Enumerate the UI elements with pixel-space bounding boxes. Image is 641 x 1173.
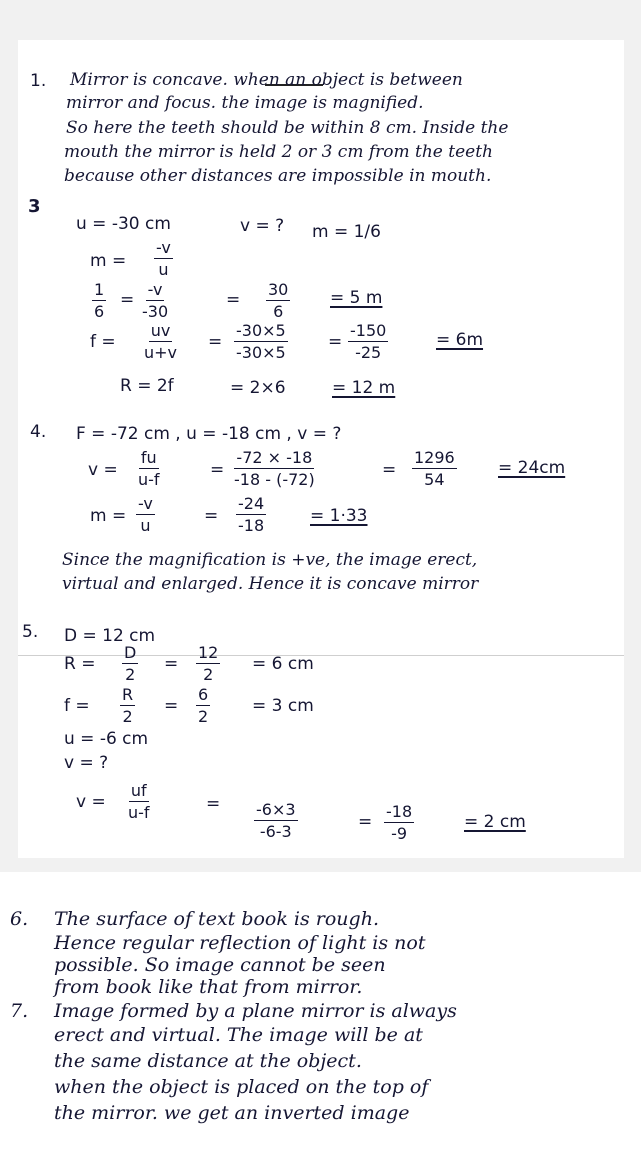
notebook-page-2 xyxy=(0,872,641,1173)
q5-v-lhs: v = xyxy=(76,792,106,812)
q3-step1-frac1: $\frac{-v}{-30}$ xyxy=(142,280,169,321)
q4-number: 4. xyxy=(30,422,47,442)
q5-r-lhs: R = xyxy=(64,654,96,674)
q7-line-4: when the object is placed on the top of xyxy=(54,1076,429,1098)
q4-m-result: = 1·33 xyxy=(310,506,368,526)
q4-m-frac2: $\frac{-24}{-18}$ xyxy=(238,494,265,535)
q3-step1-eq: = xyxy=(120,290,135,310)
q4-v-eq2: = xyxy=(382,460,397,480)
q4-v-frac2: $\frac{-72 \times -18}{-18 - (-72)}$ xyxy=(234,448,315,489)
q5-v-frac2: $\frac{-6\times 3}{-6-3}$ xyxy=(256,800,296,841)
q5-v-frac3: $\frac{-18}{-9}$ xyxy=(386,802,413,843)
q3-step1-lhs: $\frac{1}{6}$ xyxy=(94,280,105,321)
q3-f-result: = 6m xyxy=(436,330,484,350)
top-margin xyxy=(0,0,641,40)
q4-m-lhs: m = xyxy=(90,506,127,526)
q3-step1-result: = 5 m xyxy=(330,288,383,308)
q3-number: 3 xyxy=(28,196,41,217)
q5-v-eq2: = xyxy=(358,812,373,832)
q5-r-eq: = xyxy=(164,654,179,674)
q4-m-eq1: = xyxy=(204,506,219,526)
q5-d-line: D = 12 cm xyxy=(64,626,156,646)
q3-f-frac2: $\frac{-30\times 5}{-30\times 5}$ xyxy=(236,321,286,362)
q4-conclusion-1: Since the magnification is +ve, the image erect, xyxy=(62,550,478,570)
q3-given-u: u = -30 cm xyxy=(76,214,171,234)
q6-line-1: The surface of text book is rough. xyxy=(54,908,379,930)
q1-line-2: mirror and focus. the image is magnified. xyxy=(66,93,424,113)
q5-f-frac1: $\frac{R}{2}$ xyxy=(122,685,134,726)
q7-line-5: the mirror. we get an inverted image xyxy=(54,1102,410,1124)
q7-line-1: Image formed by a plane mirror is always xyxy=(54,1000,457,1022)
q1-line-5: because other distances are impossible in mouth. xyxy=(64,166,492,186)
q7-line-2: erect and virtual. The image will be at xyxy=(54,1024,423,1046)
q4-v-eq1: = xyxy=(210,460,225,480)
q7-line-3: the same distance at the object. xyxy=(54,1050,362,1072)
q1-line-4: mouth the mirror is held 2 or 3 cm from the teeth xyxy=(64,142,494,162)
q4-conclusion-2: virtual and enlarged. Hence it is concave mirror xyxy=(62,574,479,594)
q4-v-lhs: v = xyxy=(88,460,118,480)
q3-step1-eq2: = xyxy=(226,290,241,310)
q6-line-2: Hence regular reflection of light is not xyxy=(54,932,426,954)
q6-line-4: from book like that from mirror. xyxy=(54,976,363,998)
q1-line-1: Mirror is concave. when an object is between xyxy=(70,70,463,90)
q6-line-3: possible. So image cannot be seen xyxy=(54,954,386,976)
q3-m-lhs: m = xyxy=(90,251,127,271)
q5-v-line: v = ? xyxy=(64,753,109,773)
q4-given: F = -72 cm , u = -18 cm , v = ? xyxy=(76,424,342,444)
q1-number: 1. xyxy=(30,71,47,91)
q3-f-frac3: $\frac{-150}{-25}$ xyxy=(350,321,387,362)
q5-f-result: = 3 cm xyxy=(252,696,314,716)
q3-r-mid: = 2×6 xyxy=(230,378,286,398)
q5-v-eq1: = xyxy=(206,794,221,814)
q1-line-3: So here the teeth should be within 8 cm. Inside the xyxy=(66,118,509,138)
q4-v-result: = 24cm xyxy=(498,458,566,478)
q3-step1-frac2: $\frac{30}{6}$ xyxy=(268,280,289,321)
q5-r-frac2: $\frac{12}{2}$ xyxy=(198,643,219,684)
q3-given-v: v = ? xyxy=(240,216,285,236)
q3-r-lhs: R = 2f xyxy=(120,376,174,396)
q3-f-eq2: = xyxy=(328,332,343,352)
q5-u-line: u = -6 cm xyxy=(64,729,149,749)
q6-number: 6. xyxy=(10,908,29,930)
q4-m-frac1: $\frac{-v}{u}$ xyxy=(138,494,153,535)
q5-v-frac1: $\frac{uf}{u-f}$ xyxy=(128,781,150,822)
q5-f-frac2: $\frac{6}{2}$ xyxy=(198,685,209,726)
q4-v-frac3: $\frac{1296}{54}$ xyxy=(414,448,455,489)
notebook-page-1 xyxy=(18,40,624,858)
q5-number: 5. xyxy=(22,622,39,642)
q4-v-frac1: $\frac{fu}{u-f}$ xyxy=(138,448,160,489)
q7-number: 7. xyxy=(10,1000,29,1022)
separator-line xyxy=(18,655,624,656)
q3-m-fraction: $\frac{-v}{u}$ xyxy=(156,238,171,279)
q5-r-frac1: $\frac{D}{2}$ xyxy=(124,643,137,684)
q5-f-eq: = xyxy=(164,696,179,716)
q5-f-lhs: f = xyxy=(64,696,90,716)
q5-v-result: = 2 cm xyxy=(464,812,526,832)
q3-f-eq1: = xyxy=(208,332,223,352)
q3-r-result: = 12 m xyxy=(332,378,396,398)
q3-f-frac1: $\frac{uv}{u+v}$ xyxy=(144,321,178,362)
q3-given-m: m = 1/6 xyxy=(312,222,381,242)
q3-f-lhs: f = xyxy=(90,332,116,352)
q5-r-result: = 6 cm xyxy=(252,654,314,674)
